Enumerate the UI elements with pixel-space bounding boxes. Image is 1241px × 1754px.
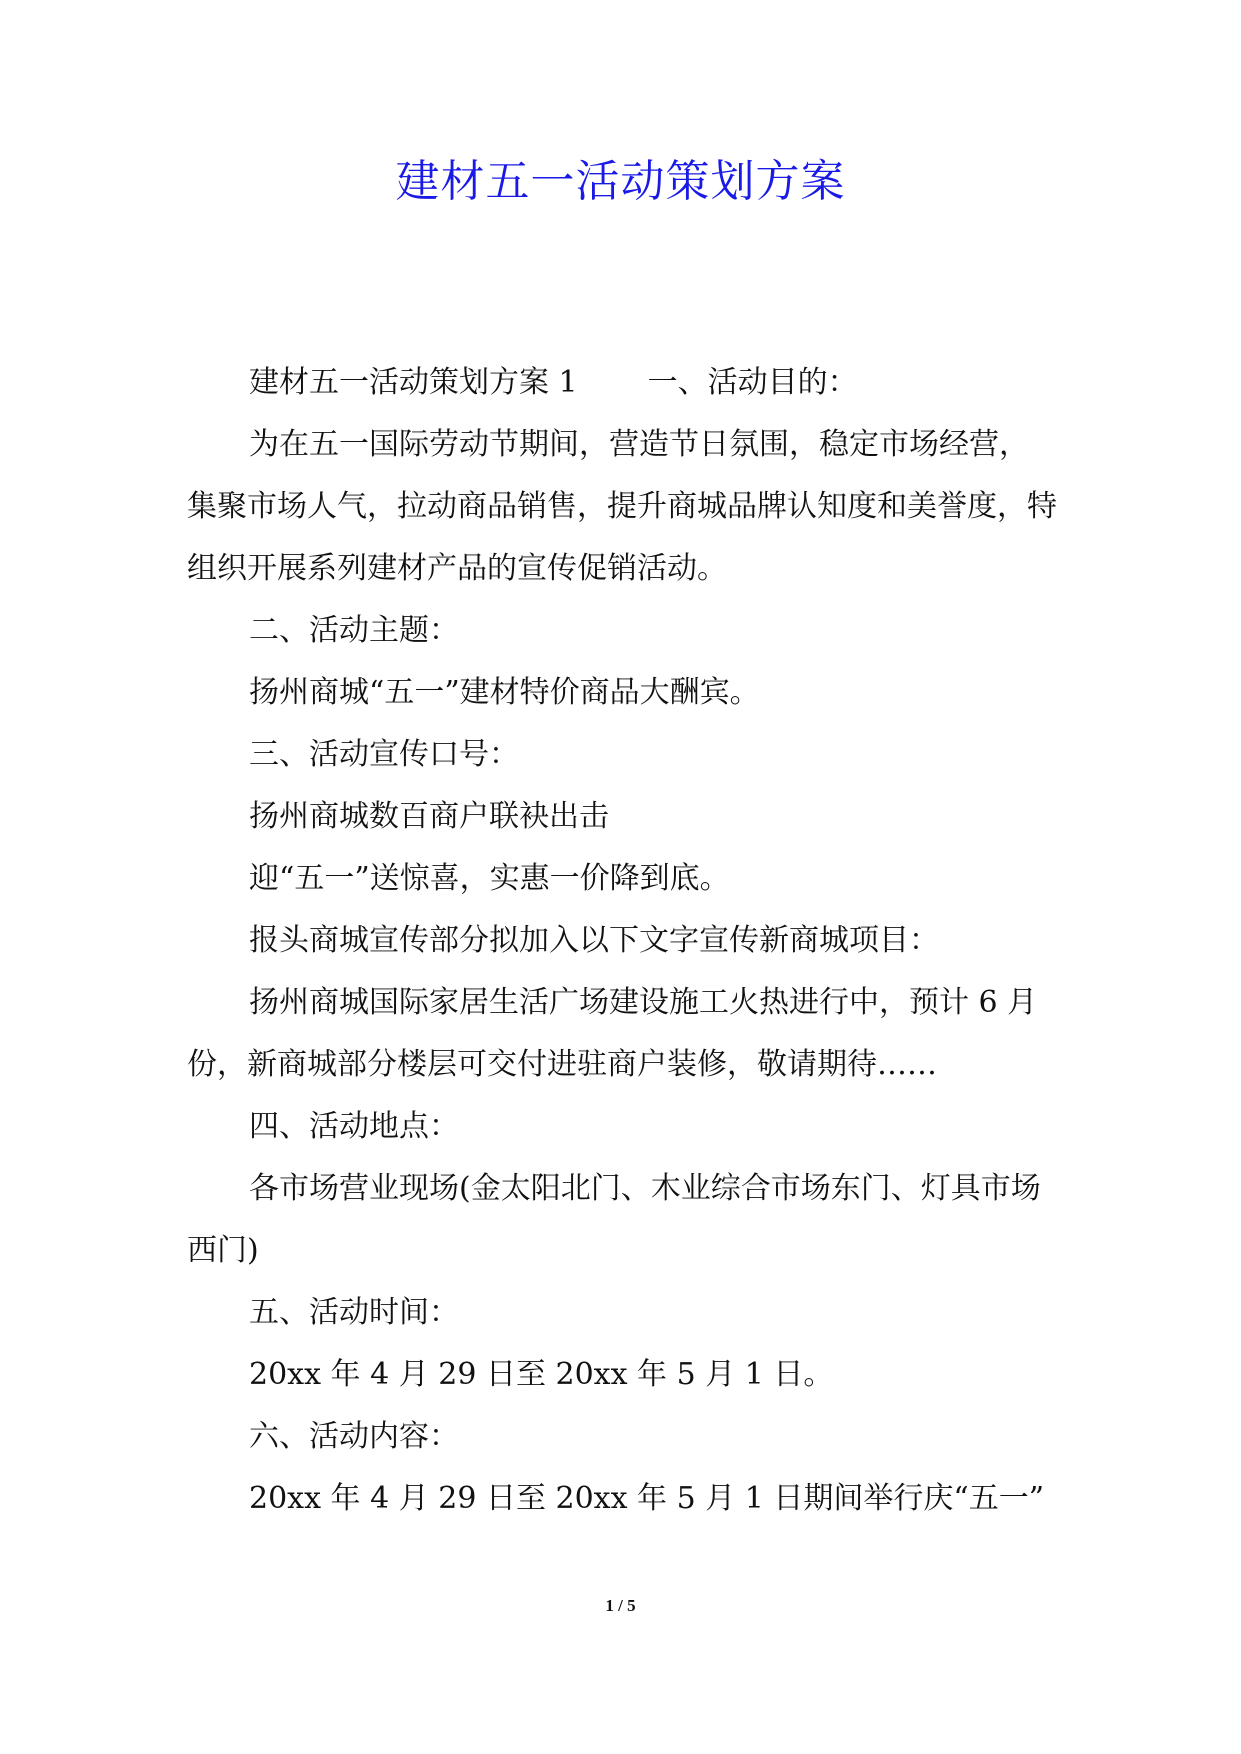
section-heading-1: 一、活动目的： [647,365,858,400]
document-body [187,352,1057,1530]
section-heading-5: 五、活动时间： [249,1295,459,1330]
section-heading-6: 六、活动内容： [249,1419,459,1454]
section-heading-2: 二、活动主题： [249,613,459,648]
paragraph: 为在五一国际劳动节期间，营造节日氛围，稳定市场经营，集聚市场人气，拉动商品销售，提升商城品牌认知度和美誉度，特组织开展系列建材产品的宣传促销活动。 [187,427,1057,586]
paragraph: 扬州商城国际家居生活广场建设施工火热进行中，预计 6 月份，新商城部分楼层可交付进驻商户装修，敬请期待…… [187,985,1038,1082]
document-title: 建材五一活动策划方案 [395,156,846,207]
paragraph: 报头商城宣传部分拟加入以下文字宣传新商城项目： [249,923,939,958]
plan-heading: 建材五一活动策划方案 1 [249,365,578,400]
paragraph: 20xx 年 4 月 29 日至 20xx 年 5 月 1 日。 [249,1357,834,1392]
paragraph: 扬州商城数百商户联袂出击 [249,799,609,834]
page-number: 1 / 5 [605,1596,636,1615]
section-heading-3: 三、活动宣传口号： [249,737,519,772]
section-heading-4: 四、活动地点： [249,1109,459,1144]
paragraph-intro [187,352,1057,414]
paragraph: 20xx 年 4 月 29 日至 20xx 年 5 月 1 日期间举行庆“五一” [249,1481,1045,1516]
paragraph: 各市场营业现场(金太阳北门、木业综合市场东门、灯具市场西门) [187,1171,1041,1268]
paragraph: 扬州商城“五一”建材特价商品大酬宾。 [249,675,760,710]
paragraph: 迎“五一”送惊喜，实惠一价降到底。 [249,861,730,896]
